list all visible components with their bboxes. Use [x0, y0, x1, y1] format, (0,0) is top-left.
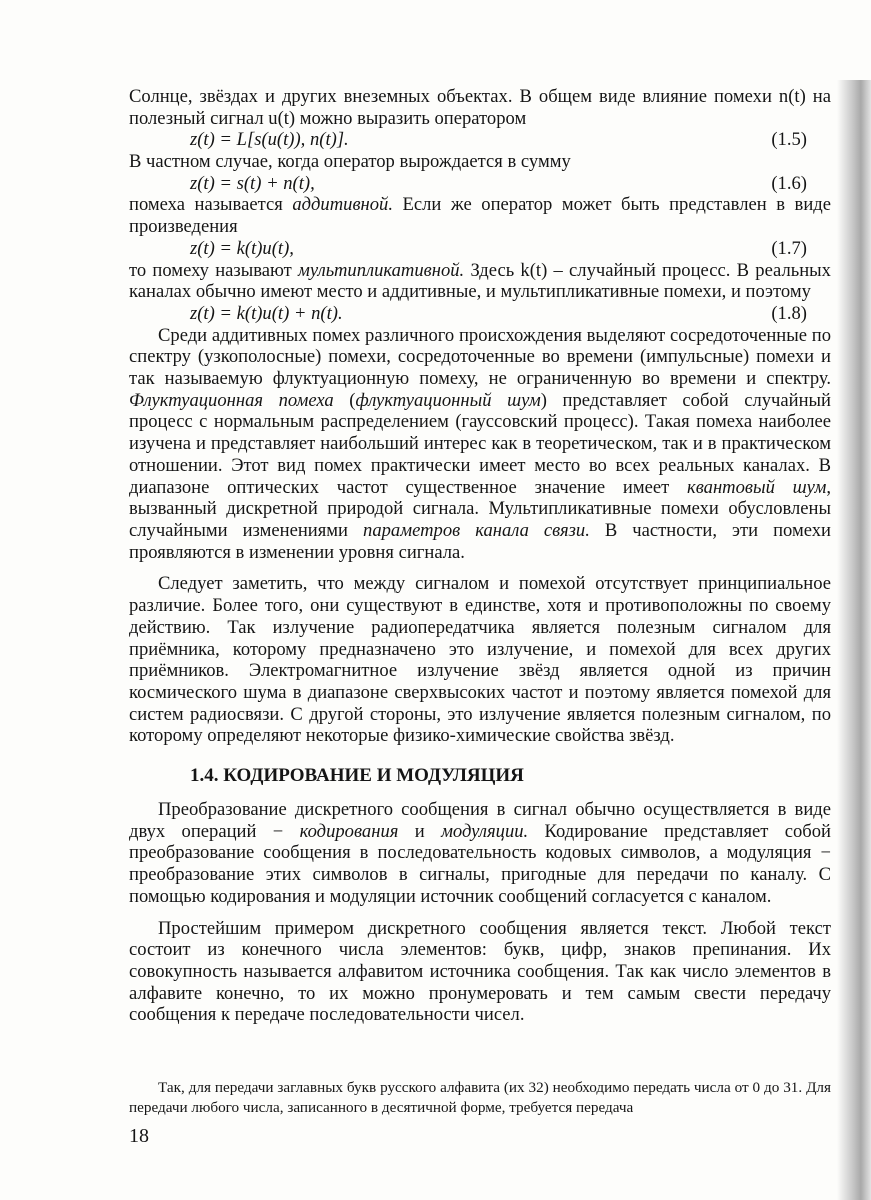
- equation-formula: z(t) = k(t)u(t) + n(t).: [190, 302, 343, 324]
- paragraph-intro: Солнце, звёздах и других внеземных объектах. В общем виде влияние помехи n(t) на полезный сигнал u(t) можно выразить оператором: [129, 86, 831, 129]
- term-multiplicative: мультипликативной.: [298, 259, 465, 281]
- text-run: Преобразование дискретного сообщения в сигнал обычно осуществляется в виде двух операций −: [129, 799, 831, 842]
- equation-1-7: [129, 238, 831, 260]
- text-run: Кодирование представляет собой преобразование сообщения в последовательность кодовых символов, а модуляция − преобразование этих символов в сигналы, пригодные для передачи по каналу. С помощью кодирования и модуляции источник сообщений согласуется с каналом.: [129, 820, 831, 907]
- term-coding: кодирования: [299, 820, 399, 842]
- text-run: помеха называется: [129, 194, 283, 216]
- term-additive: аддитивной.: [292, 194, 393, 216]
- text-run: , вызванный дискретной природой сигнала. Мультипликативные помехи обусловлены случайными изменениями: [129, 476, 831, 541]
- small-print-note: [129, 1078, 831, 1118]
- equation-number: (1.6): [771, 172, 807, 194]
- term-fluctuation-noise: Флуктуационная помеха: [129, 389, 334, 411]
- text-run: В частности, эти помехи проявляются в изменении уровня сигнала.: [129, 520, 831, 563]
- paragraph-multiplicative: [129, 260, 831, 303]
- note-text: Так, для передачи заглавных букв русского алфавита (их 32) необходимо передать числа от 0 до 31. Для передачи любого числа, записанного в десятичной форме, требуется передача: [129, 1079, 831, 1116]
- paragraph-additive: [129, 194, 831, 237]
- text-run: то помеху называют: [129, 259, 292, 281]
- text-run: и: [414, 820, 425, 842]
- term-quantum-noise: квантовый шум: [687, 476, 827, 498]
- equation-formula: z(t) = k(t)u(t),: [190, 237, 294, 259]
- scan-shadow-edge: [837, 80, 871, 1200]
- equation-number: (1.7): [771, 237, 807, 259]
- text-run: Среди аддитивных помех различного происхождения выделяют сосредоточенные по спектру (узкополосные) помехи, сосредоточенные во времени (импульсные) помехи и так называемую флуктуационную помеху, не ограниченную во времени и спектру.: [129, 324, 831, 390]
- paragraph-special-case: В частном случае, когда оператор вырождается в сумму: [129, 151, 571, 173]
- text-run: Здесь k(t) – случайный процесс. В реальных каналах обычно имеют место и аддитивные, и мультипликативные помехи, и поэтому: [129, 259, 831, 303]
- equation-number: (1.8): [771, 302, 807, 324]
- text-run: ) представляет собой случайный процесс с нормальным распределением (гауссовский процесс). Такая помеха наиболее изучена и представляет наибольший интерес как в теоретическом, так и в практическом отношении. Этот вид помех практически имеет место во всех реальных каналах. В диапазоне оптических частот существенное значение имеет: [129, 389, 832, 498]
- page-number: 18: [129, 1125, 149, 1147]
- equation-formula: z(t) = L[s(u(t)), n(t)].: [190, 129, 349, 151]
- text-run: (: [349, 389, 356, 411]
- term-channel-parameters: параметров канала связи.: [363, 520, 590, 541]
- equation-1-5: [129, 129, 831, 151]
- equation-formula: z(t) = s(t) + n(t),: [190, 172, 315, 194]
- equation-1-8: [129, 303, 831, 325]
- term-modulation: модуляции.: [441, 820, 529, 842]
- main-text: [129, 86, 831, 1026]
- paragraph-text-example: Простейшим примером дискретного сообщения является текст. Любой текст состоит из конечного числа элементов: букв, цифр, знаков препинания. Их совокупность называется алфавитом источника сообщения. Так как число элементов в алфавите конечно, то их можно пронумеровать и тем самым свести передачу сообщения к передаче последовательности чисел.: [129, 917, 831, 1026]
- paragraph-signal-noise: Следует заметить, что между сигналом и помехой отсутствует принципиальное различие. Более того, они существуют в единстве, хотя и противоположны по своему действию. Так излучение радиопередатчика является полезным сигналом для приёмника, которому предназначено это излучение, и помехой для всех других приёмников. Электромагнитное излучение звёзд является одной из причин космического шума в диапазоне сверхвысоких частот и поэтому является помехой для систем радиосвязи. С другой стороны, это излучение является полезным сигналом, по которому определяют некоторые физико-химические свойства звёзд.: [129, 573, 831, 747]
- paragraph-coding: [129, 799, 831, 908]
- term-fluctuation-noise-alt: флуктуационный шум: [355, 389, 541, 411]
- paragraph-additive-types: [129, 325, 831, 564]
- equation-1-6: [129, 173, 831, 195]
- text-run: Если же оператор может быть представлен в виде произведения: [129, 194, 832, 238]
- equation-number: (1.5): [771, 129, 807, 151]
- section-heading: 1.4. КОДИРОВАНИЕ И МОДУЛЯЦИЯ: [190, 765, 524, 787]
